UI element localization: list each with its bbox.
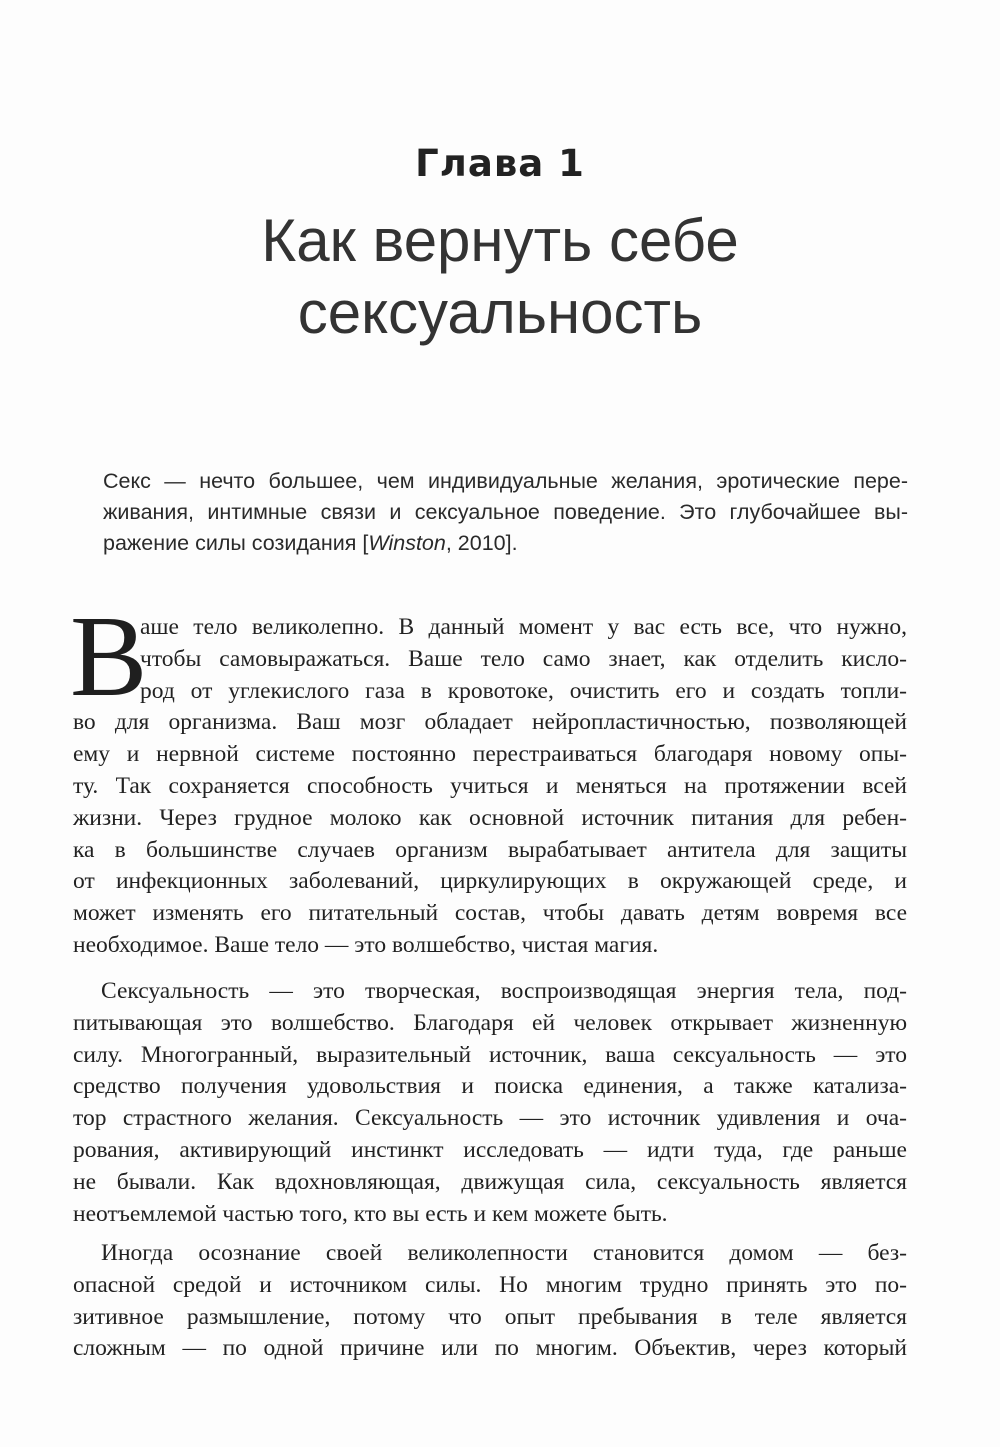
text-line: жизни. Через грудное молоко как основной источник питания для ребен- bbox=[73, 804, 907, 831]
epigraph-citation-year: , 2010]. bbox=[445, 531, 518, 555]
text-line: не бывали. Как вдохновляющая, движущая сила, сексуальность является bbox=[73, 1168, 907, 1195]
paragraph-3 bbox=[73, 1238, 907, 1365]
chapter-label: Глава 1 bbox=[415, 142, 585, 185]
text-line: зитивное размышление, потому что опыт пребывания в теле является bbox=[73, 1303, 907, 1330]
text-line: Иногда осознание своей великолепности становится домом — без- bbox=[101, 1240, 907, 1266]
text-line: силу. Многогранный, выразительный источник, ваша сексуальность — это bbox=[73, 1041, 907, 1068]
text-line: может изменять его питательный состав, чтобы давать детям вовремя все bbox=[73, 900, 907, 927]
text-line: опасной средой и источником силы. Но многим трудно принять это по- bbox=[73, 1271, 907, 1298]
text-line: ту. Так сохраняется способность учиться и меняться на протяжении всей bbox=[73, 772, 907, 799]
text-line: питывающая это волшебство. Благодаря ей человек открывает жизненную bbox=[73, 1009, 907, 1036]
text-line: аше тело великолепно. В данный момент у вас есть все, что нужно, bbox=[140, 614, 907, 640]
epigraph-text: ражение силы созидания [ bbox=[103, 531, 369, 555]
paragraph-1 bbox=[73, 612, 907, 962]
text-line: рования, активирующий инстинкт исследовать — идти туда, где раньше bbox=[73, 1136, 907, 1163]
drop-cap: В bbox=[70, 593, 148, 721]
text-line: во для организма. Ваш мозг обладает нейропластичностью, позволяющей bbox=[73, 709, 907, 736]
text-line: необходимое. Ваше тело — это волшебство, чистая магия. bbox=[73, 931, 659, 958]
epigraph bbox=[103, 466, 908, 559]
epigraph-line: Секс — нечто большее, чем индивидуальные желания, эротические пере- bbox=[103, 469, 908, 493]
text-line: род от углекислого газа в кровотоке, очистить его и создать топли- bbox=[140, 677, 907, 704]
chapter-title-line-2: сексуальность bbox=[297, 279, 703, 346]
text-line: средство получения удовольствия и поиска единения, а также катализа- bbox=[73, 1073, 907, 1100]
chapter-title-line-1: Как вернуть себе bbox=[261, 207, 739, 274]
text-line: ему и нервной системе постоянно перестраиваться благодаря новому опы- bbox=[73, 741, 907, 768]
text-line: Сексуальность — это творческая, воспроизводящая энергия тела, под- bbox=[101, 978, 907, 1004]
text-line: тор страстного желания. Сексуальность — это источник удивления и оча- bbox=[73, 1105, 907, 1132]
paragraph-2 bbox=[73, 976, 907, 1230]
epigraph-line: живания, интимные связи и сексуальное поведение. Это глубочайшее вы- bbox=[103, 500, 908, 524]
chapter-title bbox=[0, 205, 1000, 349]
text-line: сложным — по одной причине или по многим. Объектив, через который bbox=[73, 1335, 907, 1362]
epigraph-line bbox=[103, 528, 908, 559]
text-line: ка в большинстве случаев организм вырабатывает антитела для защиты bbox=[73, 836, 907, 863]
text-line: чтобы самовыражаться. Ваше тело само знает, как отделить кисло- bbox=[140, 645, 907, 672]
text-line: от инфекционных заболеваний, циркулирующих в окружающей среде, и bbox=[73, 868, 907, 895]
text-line: неотъемлемой частью того, кто вы есть и кем можете быть. bbox=[73, 1200, 668, 1227]
epigraph-citation-author: Winston bbox=[368, 531, 446, 555]
